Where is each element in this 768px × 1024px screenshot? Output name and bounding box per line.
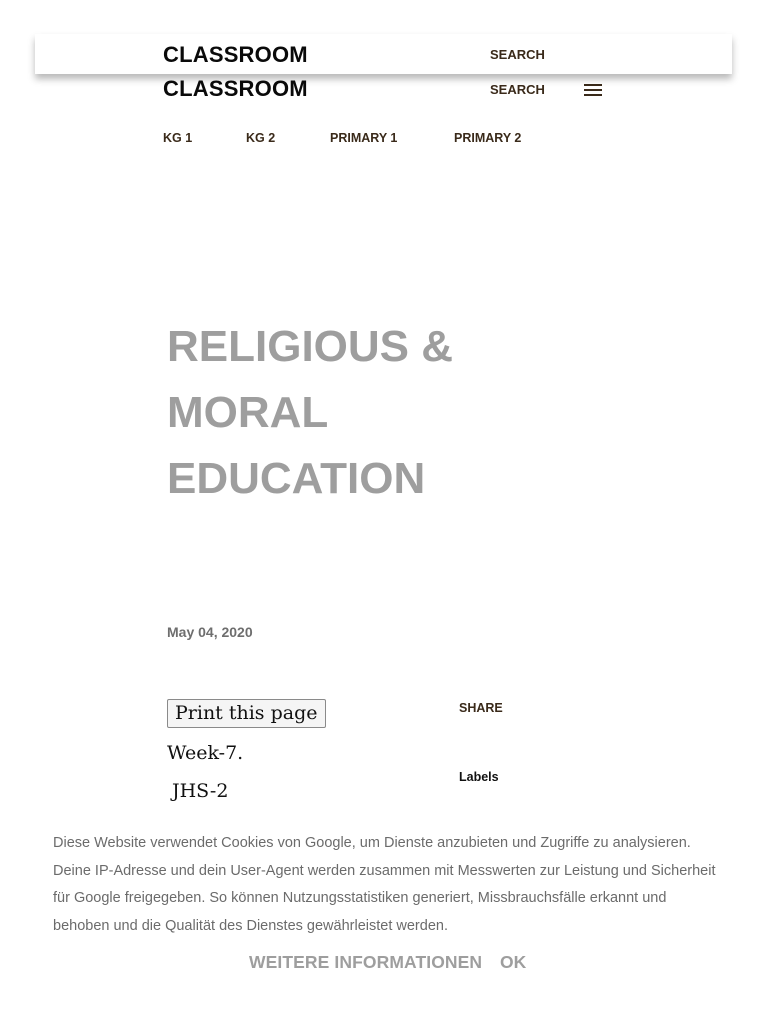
brand-link[interactable]: CLASSROOM bbox=[163, 76, 308, 101]
hamburger-menu-icon[interactable] bbox=[583, 82, 603, 98]
nav-item-primary2[interactable]: PRIMARY 2 bbox=[454, 131, 522, 145]
search-link[interactable]: SEARCH bbox=[490, 82, 545, 97]
sticky-header bbox=[35, 34, 732, 74]
post-body-line: Week-7. bbox=[167, 742, 244, 764]
cookie-notice-text: Diese Website verwendet Cookies von Google, um Dienste anzubieten und Zugriffe zu analysieren. Deine IP-Adresse und dein User-Agent werden zusammen mit Messwerten zur Leistung und Sicherheit für Google freigegeben. So können Nutzungsstatistiken generiert, Missbrauchsfälle erkannt und behoben und die Qualität des Dienstes gewährleistet werden. bbox=[53, 835, 716, 934]
post-title: RELIGIOUS & MORAL EDUCATION bbox=[167, 322, 454, 503]
sticky-brand-link[interactable]: CLASSROOM bbox=[163, 42, 308, 67]
labels-heading: Labels bbox=[459, 770, 499, 784]
nav-item-kg1[interactable]: KG 1 bbox=[163, 131, 193, 145]
nav-item-primary1[interactable]: PRIMARY 1 bbox=[330, 131, 398, 145]
cookie-more-info-link[interactable]: WEITERE INFORMATIONEN bbox=[249, 952, 483, 972]
cookie-notice bbox=[0, 812, 768, 1024]
post-date: May 04, 2020 bbox=[167, 624, 253, 640]
main-header bbox=[0, 74, 768, 164]
nav-item-kg2[interactable]: KG 2 bbox=[246, 131, 276, 145]
sticky-search-link[interactable]: SEARCH bbox=[490, 47, 545, 62]
share-button[interactable]: SHARE bbox=[459, 701, 503, 715]
print-page-button[interactable]: Print this page bbox=[167, 699, 326, 728]
cookie-ok-button[interactable]: OK bbox=[500, 952, 527, 972]
post-body-line: JHS-2 bbox=[172, 780, 229, 802]
